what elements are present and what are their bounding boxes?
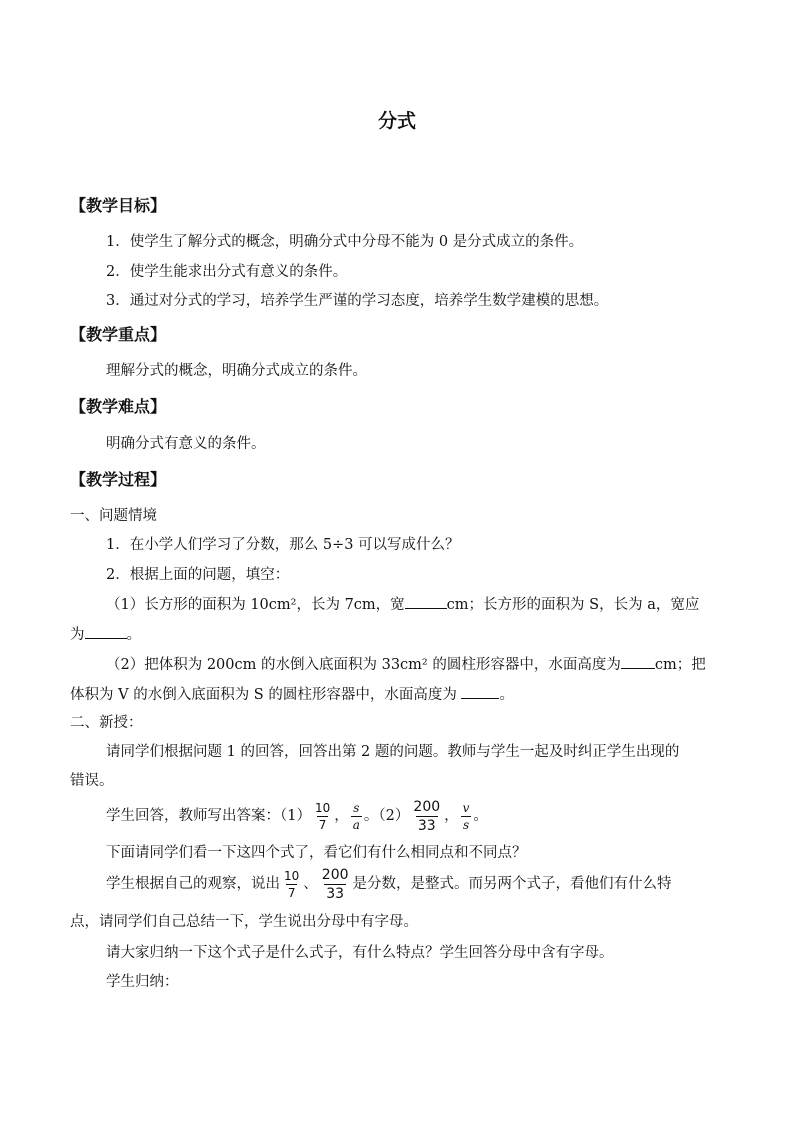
blank-height-2: [461, 684, 499, 699]
summary-line-1: 点，请同学们自己总结一下，学生说出分母中有字母。: [70, 914, 418, 930]
fraction-v-s: $\frac{v}{s}$: [462, 800, 470, 832]
new-lesson-line-2: 错误。: [70, 773, 114, 789]
fraction-200-33: $\frac{200}{33}$: [413, 798, 441, 834]
blank-width-2: [85, 624, 127, 639]
key-text: 理解分式的概念，明确分式成立的条件。: [106, 363, 367, 379]
new-lesson-line-1: 请同学们根据问题 1 的回答，回答出第 2 题的问题。教师与学生一起及时纠正学生出现的: [106, 744, 680, 760]
question-2: 2．根据上面的问题，填空：: [106, 567, 290, 583]
fill-line-3: （2）把体积为 200cm 的水倒入底面积为 33cm² 的圆柱形容器中，水面高度为 cm；把: [106, 654, 706, 675]
fraction-s-a: $\frac{s}{a}$: [352, 800, 360, 832]
summary-line-2: 请大家归纳一下这个式子是什么式子，有什么特点？学生回答分母中含有字母。: [106, 945, 614, 961]
key-heading: 【教学重点】: [70, 325, 167, 344]
fill-line-4: 体积为 V 的水倒入底面积为 S 的圆柱形容器中，水面高度为 。: [70, 684, 514, 705]
blank-width: [405, 594, 447, 609]
compare-line: 下面请同学们看一下这四个式了，看它们有什么相同点和不同点？: [106, 845, 527, 861]
fraction-10-7-b: $\frac{10}{7}$: [284, 868, 300, 900]
fraction-200-33-b: $\frac{200}{33}$: [321, 866, 349, 902]
goals-heading: 【教学目标】: [70, 196, 167, 215]
fraction-10-7: $\frac{10}{7}$: [314, 800, 331, 832]
summary-line-3: 学生归纳：: [106, 974, 179, 990]
answer-line: 学生回答，教师写出答案：（1） $\frac{10}{7}$ ， $\frac{s}{a}$ 。（2） $\frac{200}{33}$ ， $\frac{v}{s}$ 。: [106, 798, 488, 834]
blank-height: [621, 654, 655, 669]
fill-line-1: （1）长方形的面积为 10cm²，长为 7cm，宽 cm；长方形的面积为 S，长为 a，宽应: [106, 594, 699, 615]
part1-title: 一、问题情境: [70, 508, 157, 524]
observation-line: 学生根据自己的观察，说出 $\frac{10}{7}$ 、 $\frac{200}{33}$ 是分数，是整式。而另两个式子，看他们有什么特: [106, 866, 672, 902]
difficulty-heading: 【教学难点】: [70, 397, 167, 416]
fill-line-2: 为 。: [70, 624, 141, 645]
page-title: 分式: [377, 110, 416, 132]
process-heading: 【教学过程】: [70, 470, 167, 489]
difficulty-text: 明确分式有意义的条件。: [106, 436, 266, 452]
question-1: 1．在小学人们学习了分数，那么 5÷3 可以写成什么？: [106, 537, 460, 553]
part2-title: 二、新授：: [70, 715, 143, 731]
goal-item-3: 3．通过对分式的学习，培养学生严谨的学习态度，培养学生数学建模的思想。: [106, 293, 609, 309]
goal-item-2: 2．使学生能求出分式有意义的条件。: [106, 264, 348, 280]
goal-item-1: 1．使学生了解分式的概念，明确分式中分母不能为 0 是分式成立的条件。: [106, 234, 584, 250]
